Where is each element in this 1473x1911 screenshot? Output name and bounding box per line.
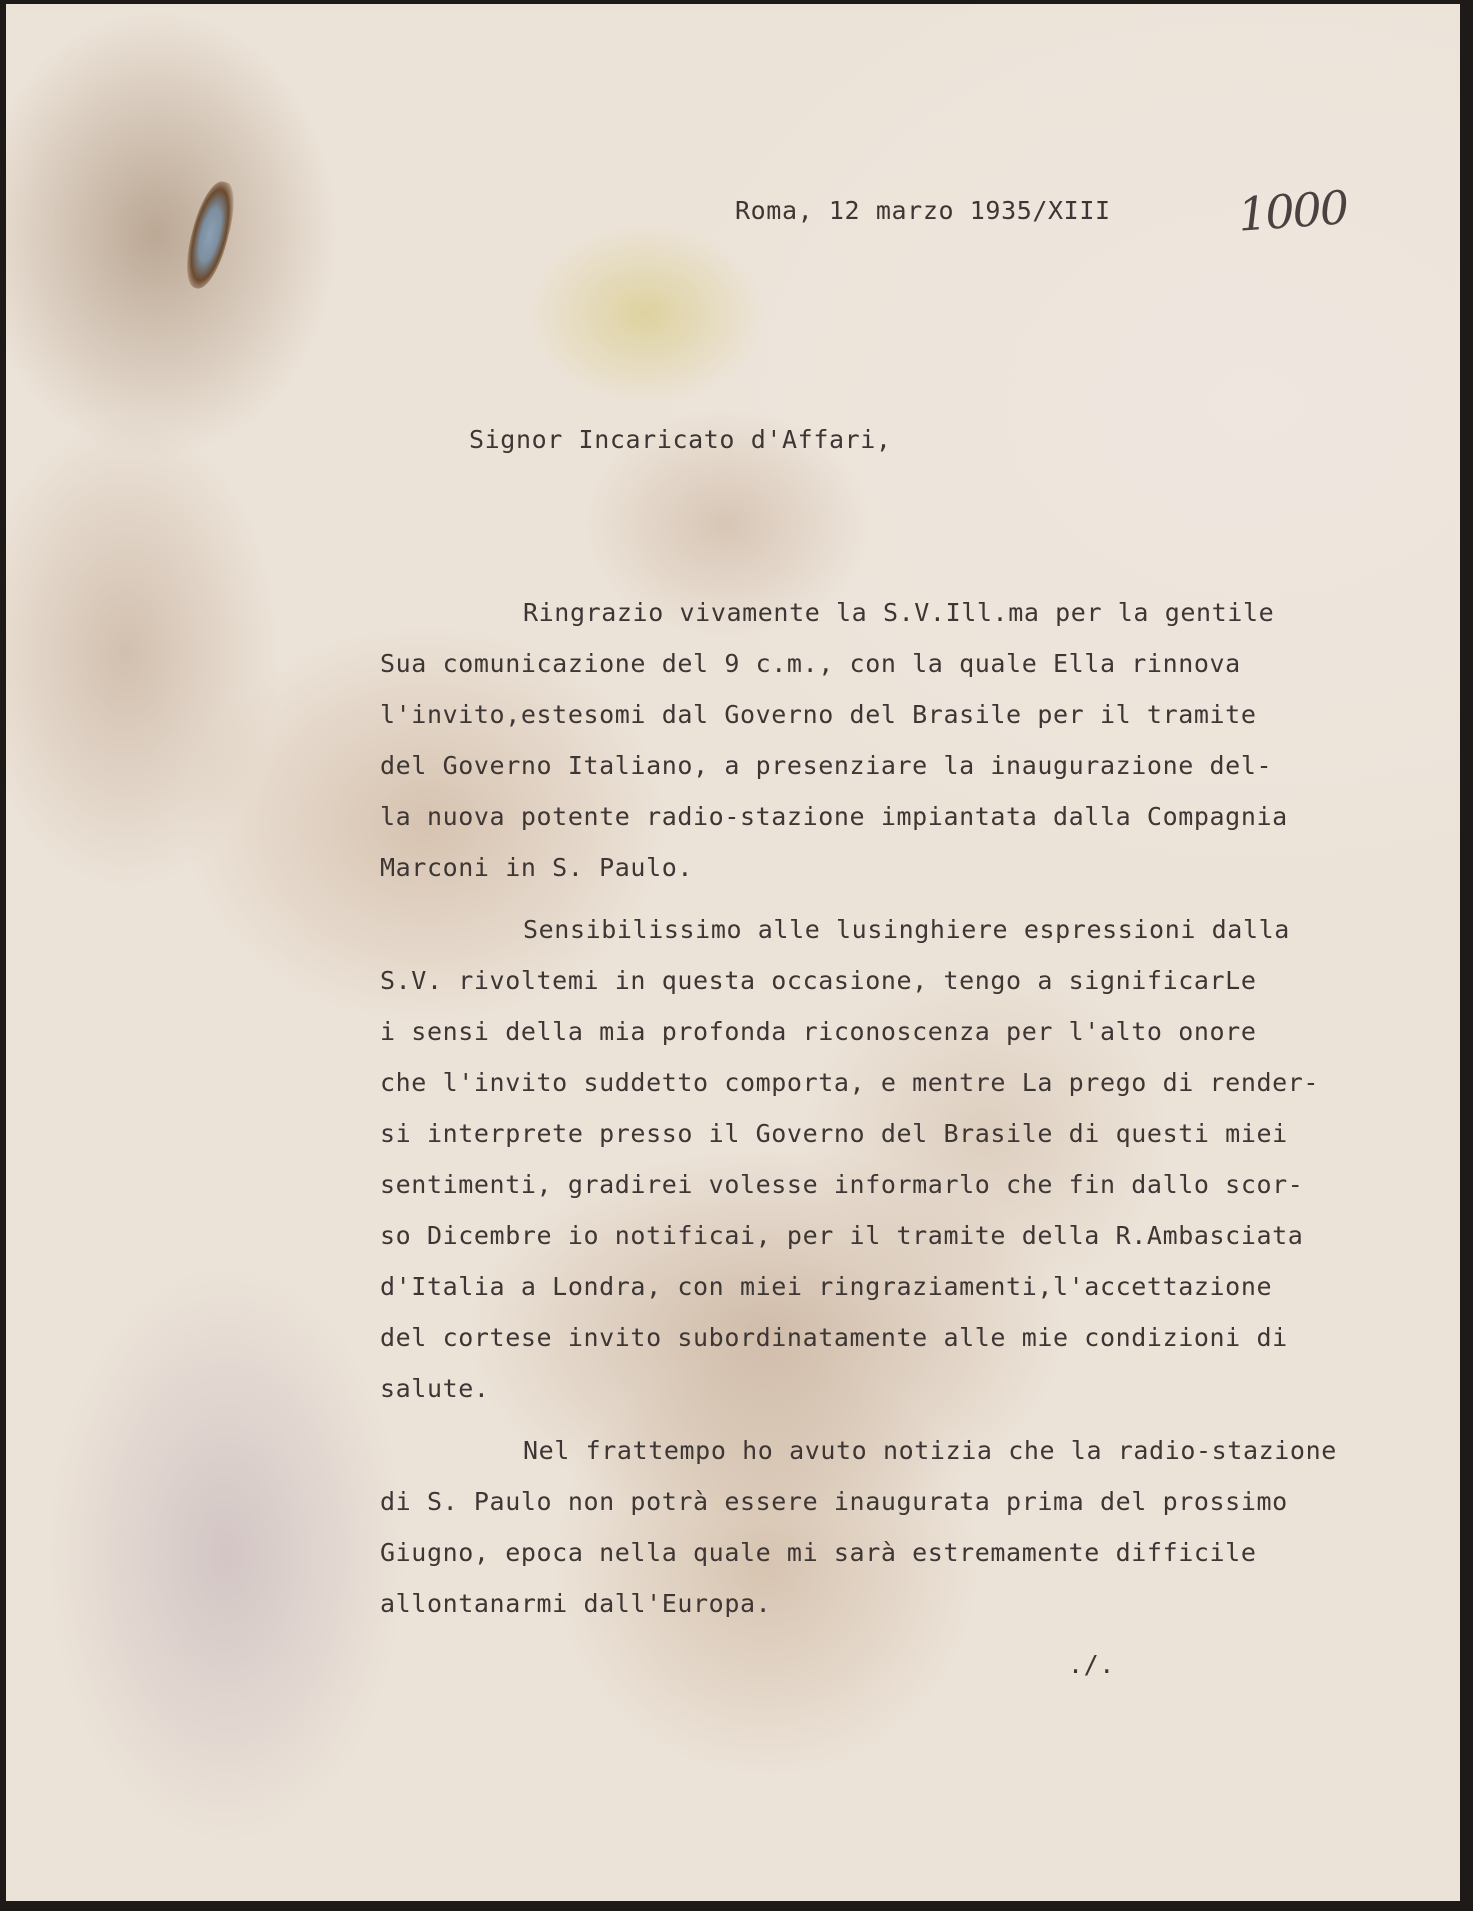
text-line: che l'invito suddetto comporta, e mentre La prego di render- <box>380 1068 1320 1097</box>
handwritten-archive-number: 1000 <box>1236 180 1349 242</box>
salutation: Signor Incaricato d'Affari, <box>469 425 892 454</box>
text-line: di S. Paulo non potrà essere inaugurata prima del prossimo <box>380 1487 1288 1516</box>
text-line: Ringrazio vivamente la S.V.Ill.ma per la gentile <box>523 598 1275 627</box>
text-line: del cortese invito subordinatamente alle mie condizioni di <box>380 1323 1288 1352</box>
text-line: l'invito,estesomi dal Governo del Brasile per il tramite <box>380 700 1257 729</box>
date-line: Roma, 12 marzo 1935/XIII <box>735 196 1111 225</box>
text-line: Nel frattempo ho avuto notizia che la radio-stazione <box>523 1436 1337 1465</box>
letter-body <box>380 587 1337 1629</box>
text-line: salute. <box>380 1374 490 1403</box>
paragraph <box>380 587 1337 893</box>
text-line: so Dicembre io notificai, per il tramite della R.Ambasciata <box>380 1221 1304 1250</box>
text-line: la nuova potente radio-stazione impiantata dalla Compagnia <box>380 802 1288 831</box>
text-line: si interprete presso il Governo del Brasile di questi miei <box>380 1119 1288 1148</box>
text-line: Giugno, epoca nella quale mi sarà estremamente difficile <box>380 1538 1257 1567</box>
text-line: Sua comunicazione del 9 c.m., con la quale Ella rinnova <box>380 649 1241 678</box>
text-line: S.V. rivoltemi in questa occasione, tengo a significarLe <box>380 966 1257 995</box>
paragraph <box>380 904 1337 1414</box>
text-line: del Governo Italiano, a presenziare la inaugurazione del- <box>380 751 1273 780</box>
text-line: Marconi in S. Paulo. <box>380 853 694 882</box>
continuation-mark: ./. <box>1068 1650 1115 1679</box>
burn-stain <box>179 177 241 292</box>
text-line: Sensibilissimo alle lusinghiere espressioni dalla <box>523 915 1290 944</box>
text-line: d'Italia a Londra, con miei ringraziamenti,l'accettazione <box>380 1272 1273 1301</box>
letter-page <box>6 4 1460 1901</box>
text-line: sentimenti, gradirei volesse informarlo che fin dallo scor- <box>380 1170 1304 1199</box>
paragraph <box>380 1425 1337 1629</box>
text-line: i sensi della mia profonda riconoscenza per l'alto onore <box>380 1017 1257 1046</box>
text-line: allontanarmi dall'Europa. <box>380 1589 772 1618</box>
